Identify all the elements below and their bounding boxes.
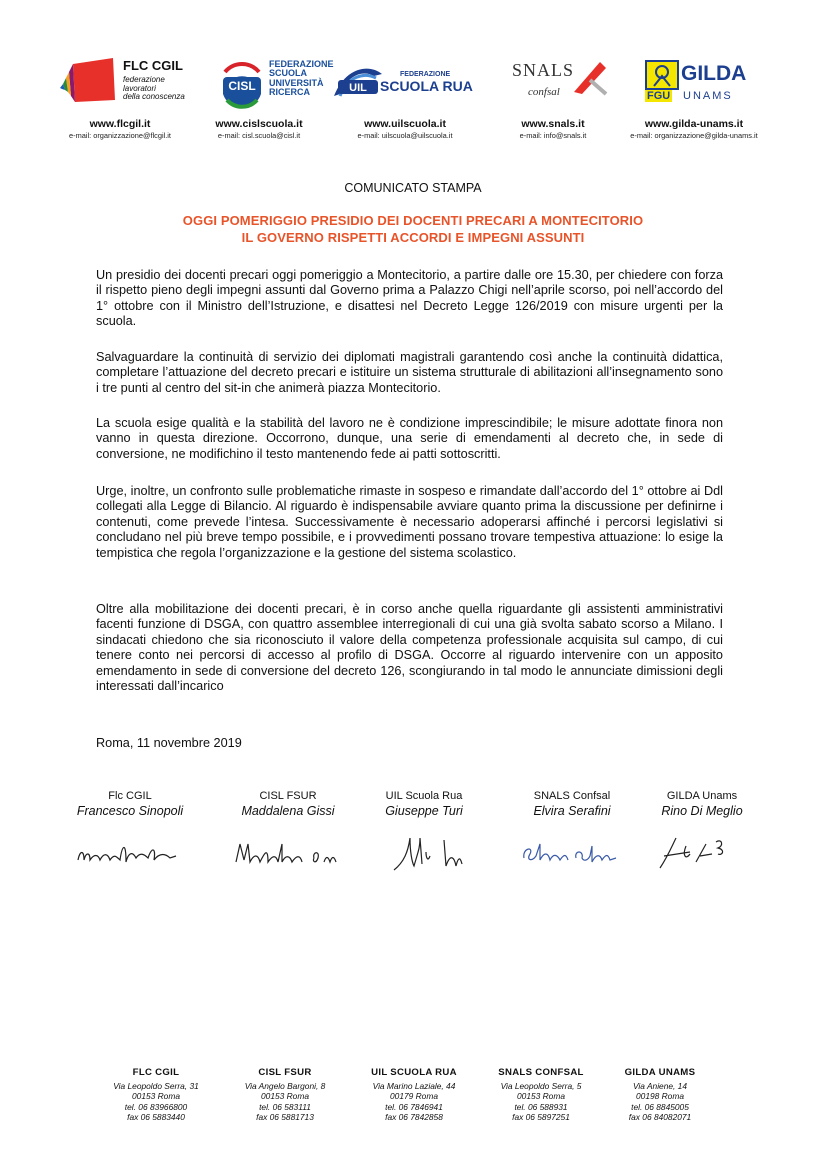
- footer-org: CISL FSUR: [258, 1067, 312, 1078]
- footer-tel: tel. 06 8845005: [631, 1101, 689, 1112]
- cisl-emblem-icon: [217, 60, 267, 110]
- signature-name: Giuseppe Turi: [385, 804, 463, 818]
- svg-text:FEDERAZIONE: FEDERAZIONE: [400, 71, 451, 78]
- footer-city: 00153 Roma: [261, 1091, 309, 1102]
- gilda-email[interactable]: e-mail: organizzazione@gilda-unams.it: [630, 131, 758, 140]
- snals-emblem-icon: [570, 58, 610, 98]
- headline-line-2: IL GOVERNO RISPETTI ACCORDI E IMPEGNI ASSUNTI: [241, 230, 585, 245]
- footer-fax: fax 06 84082071: [628, 1112, 692, 1123]
- signature-name: Elvira Serafini: [533, 804, 611, 818]
- signature-name: Maddalena Gissi: [241, 804, 335, 818]
- cisl-tag-4: RICERCA: [269, 87, 311, 98]
- paragraph-2: Salvaguardare la continuità di servizio dei diplomati magistrali garantendo così anche la continuità didattica, completare l’attuazione del decreto precari e istituire un sistema strutturale di abilitazioni all’insegnamento sono i tre punti al centro del sit-in che animerà piazza Montecitorio.: [96, 350, 723, 395]
- footer-gilda: [595, 1068, 725, 1123]
- footer-address: Via Leopoldo Serra, 5: [500, 1080, 582, 1091]
- footer-uil: [349, 1068, 479, 1123]
- cisl-tag-2: SCUOLA: [269, 68, 307, 79]
- signature-block-gilda: [636, 790, 768, 877]
- flc-website-link[interactable]: www.flcgil.it: [89, 118, 151, 130]
- footer-address: Via Leopoldo Serra, 31: [113, 1080, 199, 1091]
- footer-city: 00153 Roma: [132, 1091, 180, 1102]
- signature-name: Francesco Sinopoli: [76, 804, 184, 818]
- flc-tag-1: federazione: [123, 75, 165, 84]
- footer-fax: fax 06 5897251: [512, 1112, 570, 1123]
- snals-email[interactable]: e-mail: info@snals.it: [519, 131, 587, 140]
- footer-org: UIL SCUOLA RUA: [371, 1067, 457, 1078]
- footer-tel: tel. 06 583111: [259, 1101, 311, 1112]
- signature-org: CISL FSUR: [259, 790, 317, 802]
- gilda-logo: [639, 52, 749, 114]
- snals-name: SNALS: [512, 60, 575, 80]
- signature-org: GILDA Unams: [666, 790, 738, 802]
- gilda-block: [619, 52, 769, 140]
- cisl-block: [184, 52, 334, 140]
- footer-fax: fax 06 5883440: [127, 1112, 185, 1123]
- flc-email[interactable]: e-mail: organizzazione@flcgil.it: [69, 131, 171, 140]
- signature-block-snals: [506, 790, 638, 877]
- handwritten-signature-icon: [70, 832, 190, 872]
- footer-address: Via Angelo Bargoni, 8: [244, 1080, 326, 1091]
- gilda-name: GILDA: [681, 62, 747, 85]
- footer-fax: fax 06 7842858: [385, 1112, 443, 1123]
- cisl-tag-3: UNIVERSITÀ: [269, 77, 324, 88]
- flc-tag-3: della conoscenza: [123, 92, 185, 102]
- headline-line-1: OGGI POMERIGGIO PRESIDIO DEI DOCENTI PRECARI A MONTECITORIO: [182, 213, 644, 228]
- snals-logo: [498, 52, 608, 114]
- document-date: Roma, 11 novembre 2019: [96, 736, 242, 750]
- svg-text:SCUOLA RUA: SCUOLA RUA: [380, 78, 473, 94]
- footer-city: 00153 Roma: [517, 1091, 565, 1102]
- footer-cisl: [220, 1068, 350, 1123]
- footer-city: 00179 Roma: [390, 1091, 438, 1102]
- signature-org: SNALS Confsal: [533, 790, 611, 802]
- handwritten-signature-icon: [512, 832, 632, 872]
- snals-website-link[interactable]: www.snals.it: [521, 118, 585, 130]
- flc-cgil-block: [45, 52, 195, 140]
- gilda-fgu: FGU: [647, 90, 671, 102]
- footer-tel: tel. 06 83966800: [124, 1101, 188, 1112]
- signature-block-uil: [358, 790, 490, 877]
- handwritten-signature-icon: [642, 832, 762, 872]
- footer-tel: tel. 06 7846941: [385, 1101, 443, 1112]
- footer-tel: tel. 06 588931: [514, 1101, 568, 1112]
- cisl-website-link[interactable]: www.cislscuola.it: [215, 118, 303, 130]
- flc-tag-2: lavoratori: [123, 83, 156, 93]
- paragraph-4: Urge, inoltre, un confronto sulle problematiche rimaste in sospeso e rimandate dall’accordo del 1° ottobre ai Ddl collegati alla Legge di Bilancio. Al riguardo è indispensabile avviare quanto prima la discussione per definirne i contenuti, come prevede l’intesa. Successivamente è necessario adoperarsi affinché i percorsi legislativi si concludano nel più breve tempo possibile, e i provvedimenti possano trovare tempestiva attuazione: lo esige la tempistica che regola l’organizzazione e la gestione del sistema scolastico.: [96, 484, 723, 560]
- signature-name: Rino Di Meglio: [661, 804, 743, 818]
- uil-logo: [330, 52, 480, 114]
- signature-block-flc: [64, 790, 196, 877]
- snals-block: [478, 52, 628, 140]
- footer-city: 00198 Roma: [636, 1091, 684, 1102]
- signature-org: Flc CGIL: [108, 790, 152, 802]
- footer-fax: fax 06 5881713: [256, 1112, 314, 1123]
- flc-cgil-logo: [55, 52, 185, 114]
- footer-address: Via Marino Laziale, 44: [372, 1080, 456, 1091]
- signature-block-cisl: [222, 790, 354, 877]
- snals-tag: confsal: [528, 86, 560, 98]
- uil-emblem-icon: [330, 60, 480, 110]
- document-type: COMUNICATO STAMPA: [344, 181, 482, 195]
- handwritten-signature-icon: [228, 832, 348, 872]
- footer-org: FLC CGIL: [132, 1067, 180, 1078]
- paragraph-1: Un presidio dei docenti precari oggi pomeriggio a Montecitorio, a partire dalle ore 15.30, per chiedere con forza il rispetto pieno degli impegni assunti dal Governo prima a Palazzo Chigi nell’aprile scorso, poi nell’accordo del 1° ottobre con il Ministro dell’Istruzione, e disattesi nel Decreto Legge 126/2019 con misure urgenti per la scuola.: [96, 268, 723, 329]
- paragraph-5: Oltre alla mobilitazione dei docenti precari, è in corso anche quella riguardante gli assistenti amministrativi facenti funzione di DSGA, con quattro assemblee interregionali di cui una già svolta sabato scorso a Milano. I sindacati chiedono che sia riconosciuto il valore della competenza professionale acquisita sul campo, di cui tenere conto nei percorsi di accesso al profilo di DSGA. Occorre al riguardo intervenire con un apposito emendamento in sede di conversione del decreto 126, scongiurando in tal modo le annunciate dimissioni degli interessati dall’incarico: [96, 602, 723, 694]
- flc-cgil-name: FLC CGIL: [123, 58, 183, 73]
- cisl-logo: [199, 52, 334, 114]
- gilda-unams: UNAMS: [683, 90, 733, 102]
- footer-flc: [91, 1068, 221, 1123]
- paragraph-3: La scuola esige qualità e la stabilità del lavoro ne è condizione imprescindibile; le misure adottate finora non vanno in questa direzione. Occorrono, dunque, una serie di emendamenti al decreto che, in sede di conversione, ne modifichino il testo mantenendo fede ai patti sottoscritti.: [96, 416, 723, 461]
- uil-email[interactable]: e-mail: uilscuola@uilscuola.it: [357, 131, 453, 140]
- svg-text:UIL: UIL: [349, 82, 367, 94]
- uil-block: [330, 52, 480, 140]
- signature-org: UIL Scuola Rua: [385, 790, 463, 802]
- svg-text:CISL: CISL: [228, 79, 256, 93]
- footer-snals: [476, 1068, 606, 1123]
- cisl-tag-1: FEDERAZIONE: [269, 59, 334, 69]
- footer-address: Via Aniene, 14: [632, 1080, 687, 1091]
- handwritten-signature-icon: [364, 832, 484, 872]
- gilda-website-link[interactable]: www.gilda-unams.it: [644, 118, 744, 130]
- footer-org: GILDA UNAMS: [624, 1067, 696, 1078]
- cisl-email[interactable]: e-mail: cisl.scuola@cisl.it: [217, 131, 301, 140]
- uil-website-link[interactable]: www.uilscuola.it: [364, 118, 446, 130]
- footer-org: SNALS CONFSAL: [498, 1067, 584, 1078]
